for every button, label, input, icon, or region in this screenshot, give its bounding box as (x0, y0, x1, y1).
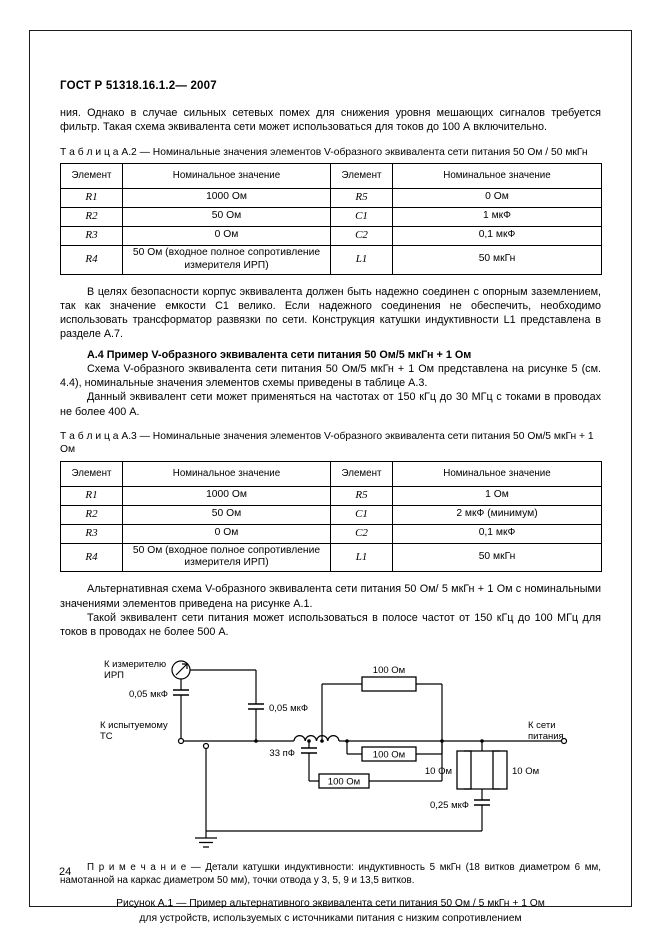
element-cell: C1 (331, 207, 393, 226)
paragraph-a4-1: Схема V-образного эквивалента сети питания 50 Ом/5 мкГн + 1 Ом представлена на рисунке 5 (см. 4.4), номинальные значения элементов схемы приведены в таблице А.3. (60, 362, 601, 390)
circuit-diagram (60, 651, 601, 851)
terminal-eut2-icon (204, 744, 209, 749)
label-cap-025uf: 0,25 мкФ (429, 800, 469, 812)
table-row (61, 505, 602, 524)
label-mains-line2: питания (528, 731, 564, 743)
paragraph-safety: В целях безопасности корпус эквивалента должен быть надежно соединен с опорным заземлением, так как значение емкости С1 велико. Если надежного соединения не обеспечить, необходимо использовать трансформатор развязки по сети. Конструкция катушки индуктивности L1 представлена в разделе А.7. (60, 285, 601, 341)
element-cell: R2 (61, 505, 123, 524)
label-resistor-top: 100 Ом (372, 665, 406, 677)
table-row (61, 226, 602, 245)
figure-a1 (60, 651, 601, 856)
table-row (61, 543, 602, 572)
label-meter-line2: ИРП (104, 670, 124, 682)
element-cell: R4 (61, 543, 123, 572)
table-header-row (61, 163, 602, 188)
capacitor-025uf-icon (474, 800, 490, 805)
label-resistor-10-right: 10 Ом (512, 766, 540, 778)
table-header-row (61, 461, 602, 486)
label-cap-mid: 0,05 мкФ (269, 703, 309, 715)
figure-caption-line1: Рисунок А.1 — Пример альтернативного эквивалента сети питания 50 Ом / 5 мкГн + 1 Ом (116, 897, 545, 909)
wire (181, 670, 256, 741)
value-cell: 0 Ом (123, 524, 331, 543)
inductor-icon (294, 736, 339, 741)
figure-caption-line2: для устройств, используемых с источниками питания с низким сопротивлением (139, 913, 522, 925)
table-row (61, 524, 602, 543)
label-resistor-low: 100 Ом (327, 776, 361, 788)
heading-a4: А.4 Пример V-образного эквивалента сети питания 50 Ом/5 мкГн + 1 Ом (87, 348, 472, 361)
table-row (61, 245, 602, 274)
label-eut-line1: К испытуемому (100, 720, 168, 732)
wire (206, 748, 482, 838)
column-header: Номинальное значение (393, 461, 602, 486)
column-header: Номинальное значение (123, 461, 331, 486)
element-cell: C1 (331, 505, 393, 524)
value-cell: 50 мкГн (393, 245, 602, 274)
column-header: Элемент (61, 163, 123, 188)
element-cell: L1 (331, 245, 393, 274)
element-cell: R2 (61, 207, 123, 226)
label-eut-line2: ТС (100, 731, 113, 743)
ground-icon (195, 838, 217, 847)
figure-note: П р и м е ч а н и е — Детали катушки индуктивности: индуктивность 5 мкГн (18 витков диаметром 6 мм, намотанной на каркас диаметром 50 мм), точки отвода у 3, 5, 9 и 13,5 витков. (60, 862, 601, 887)
value-cell: 50 мкГн (393, 543, 602, 572)
table-row (61, 207, 602, 226)
terminal-eut-icon (179, 739, 184, 744)
label-meter-line1: К измерителю (104, 659, 167, 671)
table-a3 (60, 461, 602, 573)
value-cell: 2 мкФ (минимум) (393, 505, 602, 524)
wire (322, 684, 442, 741)
element-cell: R5 (331, 486, 393, 505)
table-row (61, 486, 602, 505)
value-cell: 1000 Ом (123, 486, 331, 505)
element-cell: R1 (61, 486, 123, 505)
figure-caption (60, 896, 601, 927)
value-cell: 50 Ом (входное полное сопротивление измерителя ИРП) (123, 543, 331, 572)
element-cell: R1 (61, 188, 123, 207)
page-content (60, 80, 601, 927)
table-a2-caption: Т а б л и ц а А.2 — Номинальные значения элементов V-образного эквивалента сети питания 50 Ом / 50 мкГн (60, 146, 588, 158)
paragraph-alt-1: Альтернативная схема V-образного эквивалента сети питания 50 Ом/ 5 мкГн + 1 Ом с номинальными значениями элементов приведена на рисунке А.1. (60, 583, 601, 610)
paragraph-a4-2: Данный эквивалент сети может применяться на частотах от 150 кГц до 30 МГц с токами в проводах не более 400 А. (60, 391, 601, 418)
table-row (61, 188, 602, 207)
element-cell: R3 (61, 226, 123, 245)
capacitor-mid-icon (248, 704, 264, 709)
element-cell: R3 (61, 524, 123, 543)
element-cell: C2 (331, 524, 393, 543)
value-cell: 0,1 мкФ (393, 226, 602, 245)
generator-arrow-icon (176, 664, 187, 675)
table-a3-caption: Т а б л и ц а А.3 — Номинальные значения элементов V-образного эквивалента сети питания 50 Ом/5 мкГн + 1 Ом (60, 430, 594, 456)
page-number: 24 (59, 866, 72, 878)
value-cell: 50 Ом (123, 505, 331, 524)
resistor-top-icon (362, 677, 416, 691)
value-cell: 1000 Ом (123, 188, 331, 207)
value-cell: 0 Ом (393, 188, 602, 207)
capacitor-33pf-icon (301, 748, 317, 753)
column-header: Элемент (61, 461, 123, 486)
resistor-10ohm-right-icon (493, 751, 507, 789)
value-cell: 1 Ом (393, 486, 602, 505)
wire (464, 741, 500, 831)
value-cell: 1 мкФ (393, 207, 602, 226)
column-header: Номинальное значение (393, 163, 602, 188)
value-cell: 50 Ом (123, 207, 331, 226)
column-header: Номинальное значение (123, 163, 331, 188)
column-header: Элемент (331, 461, 393, 486)
value-cell: 0,1 мкФ (393, 524, 602, 543)
label-resistor-10-left: 10 Ом (424, 766, 452, 778)
paragraph-alt-2: Такой эквивалент сети питания может использоваться в полосе частот от 150 кГц до 100 МГц для токов в проводах не более 500 А. (60, 611, 601, 639)
value-cell: 0 Ом (123, 226, 331, 245)
capacitor-left-icon (173, 690, 189, 695)
element-cell: R4 (61, 245, 123, 274)
label-cap-33pf: 33 пФ (269, 748, 295, 760)
paragraph-intro: ния. Однако в случае сильных сетевых помех для снижения уровня мешающих сигналов требуется фильтр. Такая схема эквивалента сети может использоваться для токов до 100 А включительно. (60, 107, 601, 134)
element-cell: R5 (331, 188, 393, 207)
label-mains-line1: К сети (528, 720, 556, 732)
label-cap-left: 0,05 мкФ (128, 689, 168, 701)
element-cell: C2 (331, 226, 393, 245)
resistor-10ohm-left-icon (457, 751, 471, 789)
label-resistor-mid: 100 Ом (372, 749, 406, 761)
doc-number: ГОСТ Р 51318.16.1.2— 2007 (60, 80, 217, 92)
value-cell: 50 Ом (входное полное сопротивление измерителя ИРП) (123, 245, 331, 274)
column-header: Элемент (331, 163, 393, 188)
element-cell: L1 (331, 543, 393, 572)
table-a2 (60, 163, 602, 275)
